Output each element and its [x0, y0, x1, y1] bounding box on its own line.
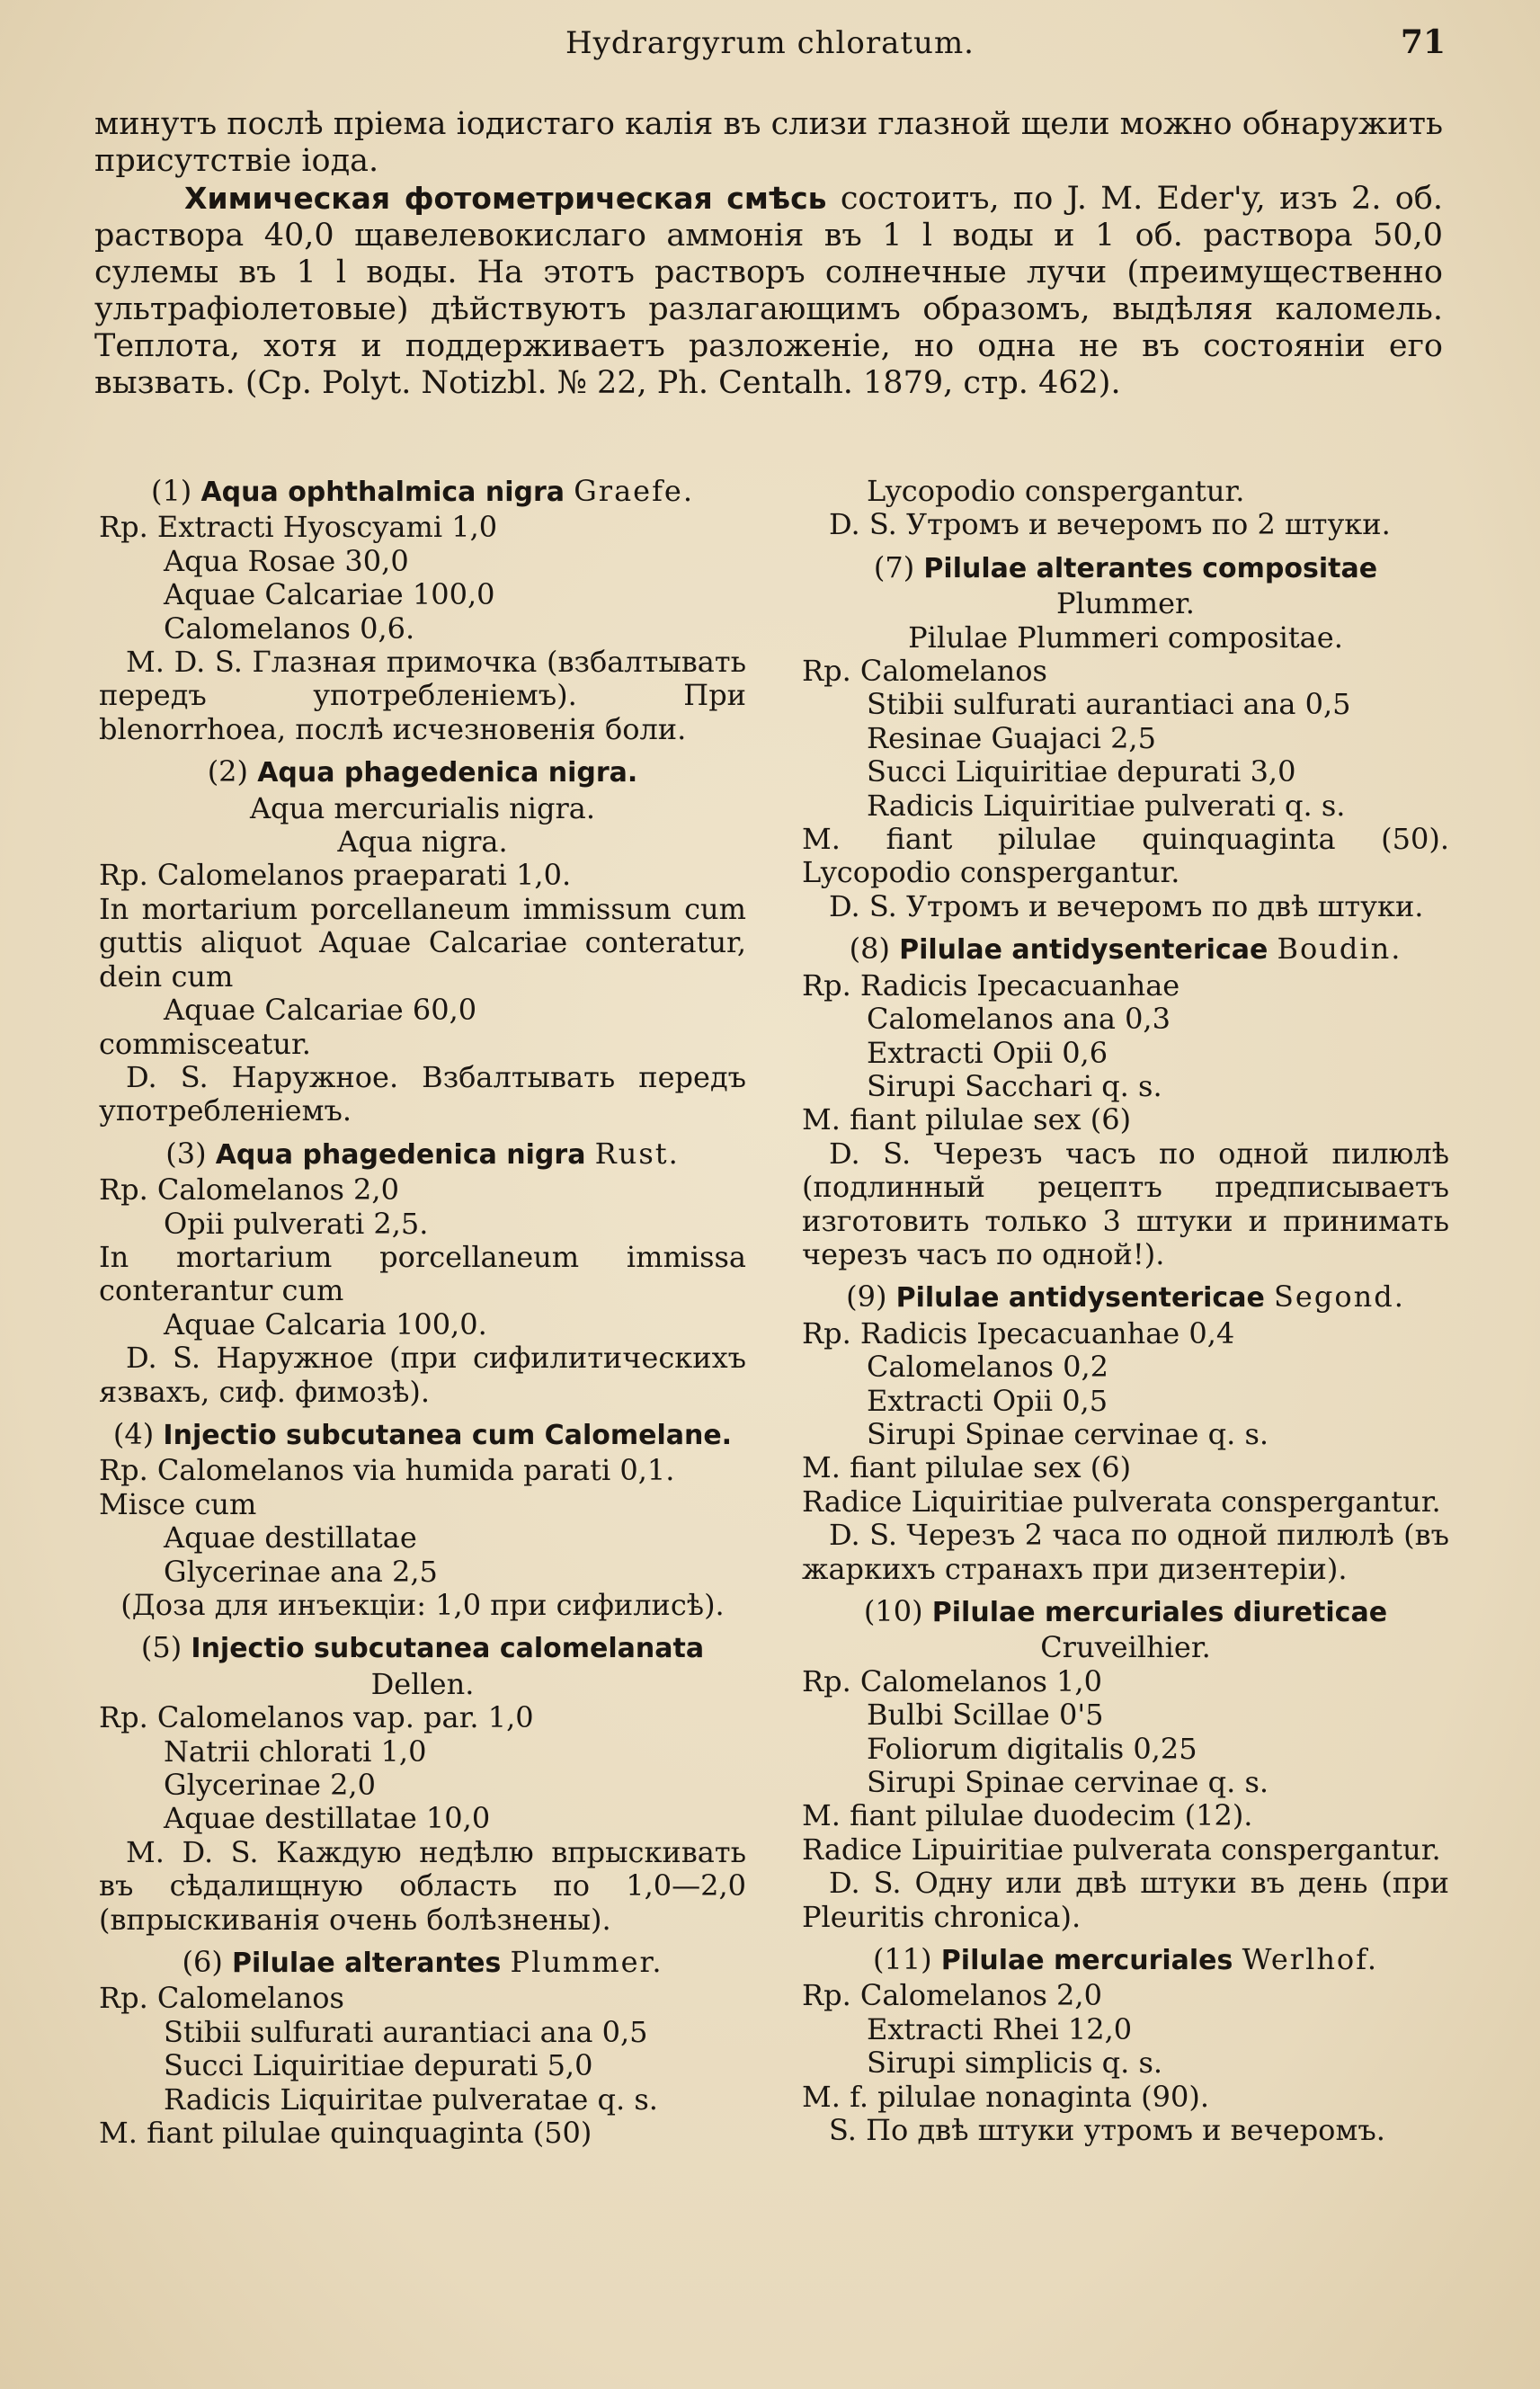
recipe-line: Rp. Radicis Ipecacuanhae 0,4	[802, 1315, 1235, 1350]
running-header	[94, 20, 1446, 65]
recipe-line: Rp. Calomelanos	[802, 654, 1047, 689]
recipe-name: Pilulae mercuriales	[940, 1945, 1233, 1977]
recipe-line: Radicis Liquiritae pulveratae q. s.	[164, 2081, 658, 2117]
recipe-line: Aquae destillatae	[164, 1520, 417, 1556]
recipe-signa: S. По двѣ штуки утромъ и вечеромъ.	[829, 2113, 1385, 2148]
recipe-note: (Доза для инъекціи: 1,0 при сифилисѣ).	[120, 1588, 725, 1622]
recipe-number: (8)	[849, 932, 890, 967]
intro-paragraph-2	[94, 180, 1443, 402]
recipe-name: Aqua phagedenica nigra	[215, 1138, 586, 1171]
recipe-heading	[99, 475, 746, 509]
intro-text	[94, 106, 1443, 402]
recipe-2	[99, 755, 746, 1128]
recipe-number: (1)	[150, 474, 192, 508]
recipe-heading	[99, 1631, 746, 1665]
recipe-line: Rp. Calomelanos 2,0	[802, 1978, 1102, 2013]
recipe-line: Rp. Calomelanos vap. par. 1,0	[99, 1700, 534, 1735]
recipe-signa: D. S. Утромъ и вечеромъ по двѣ штуки.	[829, 888, 1424, 923]
recipe-signa: D. S. Черезъ часъ по одной пилюлѣ (подлинный рецептъ предписываетъ изготовить только 3 штуки и принимать черезъ часъ по одной!).	[802, 1136, 1449, 1271]
recipe-author: Segond.	[1273, 1279, 1405, 1315]
recipe-line: Bulbi Scillae 0'5	[867, 1698, 1104, 1733]
recipe-author: Plummer.	[510, 1945, 663, 1980]
recipe-name: Injectio subcutanea cum Calomelane.	[163, 1419, 733, 1451]
page-number: 71	[1400, 23, 1446, 61]
left-column	[99, 475, 746, 2160]
recipe-line: commisceatur.	[99, 1026, 311, 1061]
recipe-line: Calomelanos 0,2	[867, 1350, 1109, 1385]
recipe-line: Succi Liquiritiae depurati 5,0	[164, 2048, 593, 2083]
recipe-synonym: Pilulae Plummeri compositae.	[908, 620, 1343, 655]
recipe-line: Misce cum	[99, 1486, 257, 1521]
recipe-synonym: Aqua mercurialis nigra.	[249, 790, 596, 825]
recipe-heading	[99, 1418, 746, 1452]
recipe-line: Foliorum digitalis 0,25	[867, 1731, 1197, 1766]
recipe-instruction: In mortarium porcellaneum immissa conterantur cum	[99, 1239, 746, 1308]
right-column	[802, 475, 1449, 2157]
recipe-6	[99, 1946, 746, 2150]
recipe-signa: D. S. Одну или двѣ штуки въ день (при Pleuritis chronica).	[802, 1866, 1449, 1934]
running-title: Hydrargyrum chloratum.	[565, 25, 975, 61]
recipe-line: Aquae destillatae 10,0	[164, 1801, 491, 1836]
recipe-line: Succi Liquiritiae depurati 3,0	[867, 754, 1296, 789]
recipe-author: Werlhof.	[1242, 1942, 1379, 1977]
recipe-number: (5)	[140, 1630, 182, 1665]
recipe-number: (2)	[207, 754, 249, 789]
recipe-line: Glycerinae 2,0	[164, 1768, 376, 1803]
recipe-line: Rp. Calomelanos praeparati 1,0.	[99, 858, 572, 893]
recipe-heading	[99, 1946, 746, 1980]
recipe-author: Boudin.	[1277, 932, 1402, 967]
recipe-line: Calomelanos 0,6.	[164, 611, 415, 646]
intro-paragraph-2-body: состоитъ, по J. M. Eder'y, изъ 2. об. раствора 40,0 щавелевокислаго аммонія въ 1 l воды и 1 об. раствора 50,0 сулемы въ 1 l воды. На этотъ растворъ солнечные лучи (преимущественно ультрафіолетовые) дѣйствуютъ разлагающимъ образомъ, выдѣляя каломель. Теплота, хотя и поддерживаетъ разложеніе, но одна не въ состояніи его вызвать. (Ср. Polyt. Notizbl. № 22, Ph. Centalh. 1879, стр. 462).	[94, 181, 1444, 401]
recipe-name: Aqua phagedenica nigra.	[257, 757, 638, 789]
recipe-line: Glycerinae ana 2,5	[164, 1554, 438, 1589]
recipe-line: Aquae Calcariae 100,0	[164, 577, 495, 612]
recipe-line: Sirupi simplicis q. s.	[867, 2046, 1163, 2081]
recipe-name: Aqua ophthalmica nigra	[200, 477, 565, 508]
recipe-line: Extracti Rhei 12,0	[867, 2011, 1133, 2046]
recipe-number: (9)	[846, 1279, 887, 1315]
recipe-10	[802, 1595, 1449, 1934]
recipe-number: (3)	[165, 1136, 207, 1171]
recipe-instruction: M. fiant pilulae quinquaginta (50). Lycopodio conspergantur.	[802, 822, 1449, 890]
recipe-line: M. fiant pilulae duodecim (12).	[802, 1798, 1253, 1833]
intro-lead-term: Химическая фотометрическая смѣсь	[184, 181, 827, 216]
recipe-line: M. fiant pilulae sex (6)	[802, 1102, 1132, 1137]
recipe-line: Extracti Opii 0,6	[867, 1035, 1108, 1070]
recipe-number: (6)	[182, 1945, 223, 1980]
recipe-signa: D. S. Черезъ 2 часа по одной пилюлѣ (въ жаркихъ странахъ при дизентеріи).	[802, 1518, 1449, 1586]
recipe-heading	[99, 1137, 746, 1172]
recipe-line: Rp. Calomelanos via humida parati 0,1.	[99, 1453, 675, 1488]
recipe-signa: D. S. Наружное (при сифилитическихъ язвахъ, сиф. фимозѣ).	[99, 1341, 746, 1409]
recipe-line: Rp. Extracti Hyoscyami 1,0	[99, 510, 498, 545]
recipe-5	[99, 1631, 746, 1937]
recipe-line: Opii pulverati 2,5.	[164, 1206, 429, 1241]
recipe-name: Pilulae antidysentericae	[899, 934, 1268, 967]
recipe-instruction: In mortarium porcellaneum immissum cum guttis aliquot Aquae Calcariae conteratur, dein cum	[99, 891, 746, 994]
recipe-signa: D. S. Утромъ и вечеромъ по 2 штуки.	[829, 507, 1391, 542]
recipe-author: Dellen.	[370, 1666, 475, 1701]
recipe-heading	[99, 755, 746, 789]
recipe-line: M. fiant pilulae quinquaginta (50)	[99, 2116, 592, 2151]
recipe-line: Stibii sulfurati aurantiaci ana 0,5	[867, 687, 1351, 722]
recipe-heading	[802, 932, 1449, 967]
recipe-number: (7)	[873, 549, 915, 584]
recipe-line: Aquae Calcariae 60,0	[164, 993, 477, 1028]
recipe-line: Aquae Calcaria 100,0.	[164, 1306, 487, 1342]
recipe-name: Pilulae alterantes	[231, 1948, 502, 1980]
recipe-line: Sirupi Spinae cervinae q. s.	[867, 1416, 1269, 1451]
recipe-signa: M. D. S. Каждую недѣлю впрыскивать въ сѣдалищную область по 1,0—2,0 (впрыскиванія очень болѣзнены).	[99, 1834, 746, 1937]
recipe-line: Rp. Calomelanos 2,0	[99, 1172, 399, 1208]
recipe-heading	[802, 1280, 1449, 1315]
recipe-line: Rp. Radicis Ipecacuanhae	[802, 967, 1180, 1003]
recipe-number: (10)	[863, 1594, 923, 1628]
recipe-number: (11)	[872, 1942, 932, 1977]
recipe-heading	[802, 1943, 1449, 1977]
recipe-line: Sirupi Spinae cervinae q. s.	[867, 1765, 1269, 1800]
recipe-11	[802, 1943, 1449, 2147]
recipe-line: Radice Lipuiritiae pulverata conspergantur.	[802, 1832, 1441, 1867]
recipe-instruction: Radice Liquiritiae pulverata conspergantur.	[802, 1484, 1441, 1519]
recipe-heading	[802, 1595, 1449, 1629]
recipe-4	[99, 1418, 746, 1622]
recipe-synonym: Aqua nigra.	[337, 825, 508, 860]
recipe-name: Pilulae antidysentericae	[895, 1282, 1265, 1315]
recipe-author: Graefe.	[574, 474, 695, 508]
recipe-9	[802, 1280, 1449, 1586]
recipe-3	[99, 1137, 746, 1409]
recipe-author: Plummer.	[1056, 586, 1195, 621]
recipe-number: (4)	[112, 1416, 155, 1451]
recipe-signa: D. S. Наружное. Взбалтывать передъ употребленіемъ.	[99, 1059, 746, 1128]
recipe-line: Resinae Guajaci 2,5	[867, 720, 1156, 755]
recipe-line: Calomelanos ana 0,3	[867, 1002, 1171, 1037]
intro-paragraph-1: минутъ послѣ пріема іодистаго калія въ слизи глазной щели можно обнаружить присутствіе іода.	[94, 106, 1443, 179]
recipe-name: Pilulae mercuriales diureticae	[931, 1597, 1388, 1628]
recipe-line: Natrii chlorati 1,0	[164, 1734, 427, 1769]
recipe-author: Rust.	[594, 1136, 680, 1171]
recipe-line: Rp. Calomelanos 1,0	[802, 1663, 1102, 1698]
recipe-8	[802, 932, 1449, 1271]
recipe-6-continued	[802, 475, 1449, 542]
recipe-heading	[802, 551, 1449, 585]
recipe-1	[99, 475, 746, 746]
recipe-line: Extracti Opii 0,5	[867, 1383, 1108, 1418]
recipe-signa: M. D. S. Глазная примочка (взбалтывать передъ употребленіемъ). При blenorrhoea, послѣ исчезновенія боли.	[99, 645, 746, 746]
recipe-line: Stibii sulfurati aurantiaci ana 0,5	[164, 2014, 648, 2049]
recipe-line: Sirupi Sacchari q. s.	[867, 1068, 1162, 1103]
recipe-line: Lycopodio conspergantur.	[867, 474, 1245, 508]
recipe-line: Rp. Calomelanos	[99, 1981, 344, 2016]
recipe-author: Cruveilhier.	[1040, 1630, 1211, 1665]
recipe-7	[802, 551, 1449, 923]
recipe-line: M. f. pilulae nonaginta (90).	[802, 2079, 1209, 2114]
recipe-line: M. fiant pilulae sex (6)	[802, 1450, 1132, 1485]
recipe-line: Aqua Rosae 30,0	[164, 543, 409, 578]
recipe-line: Radicis Liquiritiae pulverati q. s.	[867, 788, 1346, 823]
recipe-name: Injectio subcutanea calomelanata	[191, 1633, 705, 1665]
recipe-name: Pilulae alterantes compositae	[923, 552, 1378, 584]
